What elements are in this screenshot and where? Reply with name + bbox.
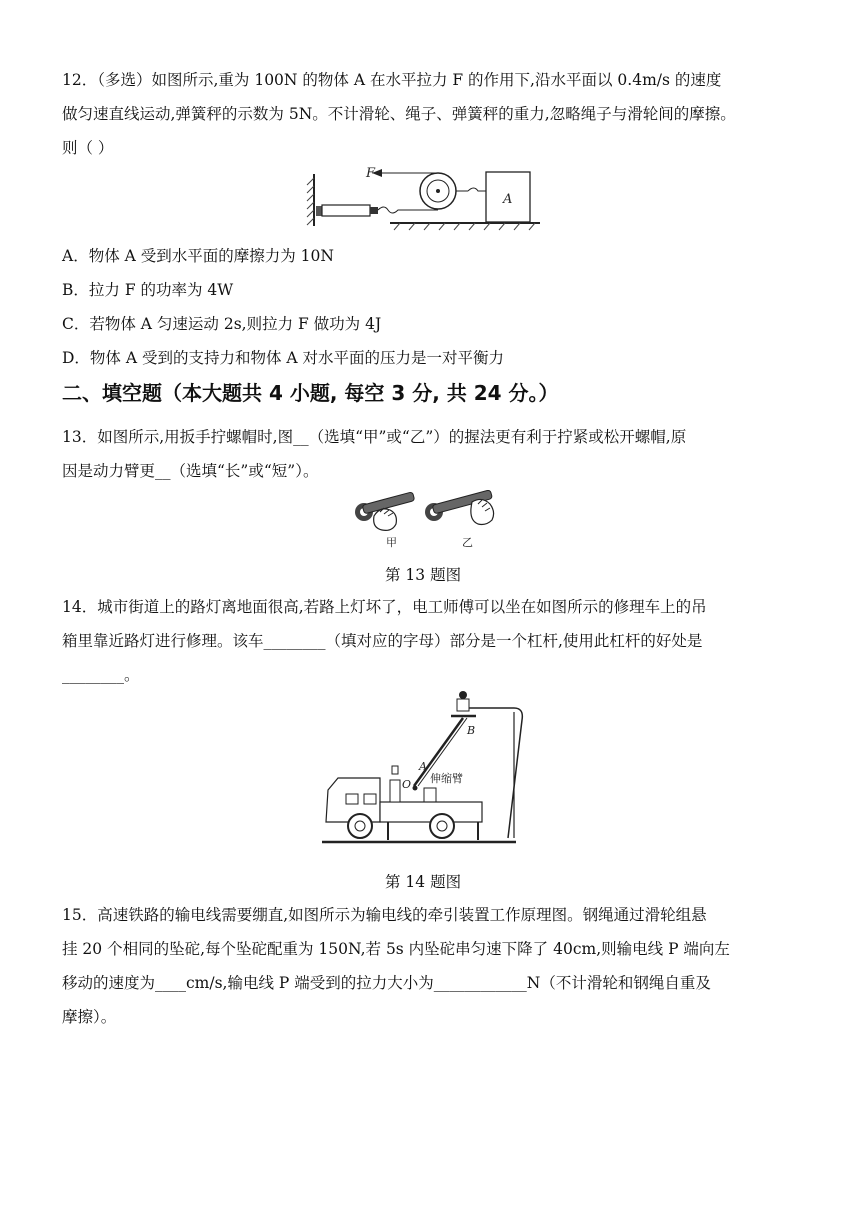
q12-option-d: D．物体 A 受到的支持力和物体 A 对水平面的压力是一对平衡力	[62, 349, 505, 367]
q12-pulley-figure	[300, 160, 550, 235]
q14-label-arm: 伸缩臂	[430, 772, 463, 785]
q14-line-1: 14．城市街道上的路灯离地面很高,若路上灯坏了，电工师傅可以坐在如图所示的修理车上的吊	[62, 598, 707, 616]
q12-line-3: 则（ ）	[62, 139, 114, 157]
q14-line-3: ________。	[62, 666, 140, 684]
q12-option-c: C．若物体 A 匀速运动 2s,则拉力 F 做功为 4J	[62, 315, 382, 333]
q13-caption: 第 13 题图	[385, 566, 462, 584]
q12-option-b: B．拉力 F 的功率为 4W	[62, 281, 234, 299]
q13-label-jia: 甲	[386, 536, 397, 549]
q14-line-2: 箱里靠近路灯进行修理。该车________（填对应的字母）部分是一个杠杆,使用此杠杆的好处是	[62, 632, 703, 650]
q15-line-1: 15．高速铁路的输电线需要绷直,如图所示为输电线的牵引装置工作原理图。钢绳通过滑轮组悬	[62, 906, 707, 924]
q12-force-label: F	[366, 166, 376, 181]
q12-line-2: 做匀速直线运动,弹簧秤的示数为 5N。不计滑轮、绳子、弹簧秤的重力,忽略绳子与滑轮间的摩擦。	[62, 105, 736, 123]
q14-truck-figure	[318, 690, 538, 858]
q13-label-yi: 乙	[462, 536, 473, 549]
q13-wrench-figure	[350, 490, 510, 552]
section-heading: 二、填空题（本大题共 4 小题, 每空 3 分, 共 24 分。）	[62, 381, 559, 405]
q13-line-1: 13．如图所示,用扳手拧螺帽时,图__（选填“甲”或“乙”）的握法更有利于拧紧或松开螺帽,原	[62, 428, 687, 446]
q13-line-2: 因是动力臂更__（选填“长”或“短”）。	[62, 462, 319, 480]
q12-block-label: A	[503, 192, 513, 207]
q15-line-3: 移动的速度为____cm/s,输电线 P 端受到的拉力大小为____________N（不计滑轮和钢绳自重及	[62, 974, 711, 992]
q14-label-b: B	[467, 724, 476, 737]
q14-label-o: O	[402, 778, 412, 791]
q15-line-4: 摩擦）。	[62, 1008, 117, 1026]
q14-label-a: A	[419, 760, 427, 773]
q14-caption: 第 14 题图	[385, 873, 462, 891]
q12-option-a: A．物体 A 受到水平面的摩擦力为 10N	[62, 247, 334, 265]
q12-line-1: 12．（多选）如图所示,重为 100N 的物体 A 在水平拉力 F 的作用下,沿水平面以 0.4m/s 的速度	[62, 71, 722, 89]
q15-line-2: 挂 20 个相同的坠砣,每个坠砣配重为 150N,若 5s 内坠砣串匀速下降了 40cm,则输电线 P 端向左	[62, 940, 730, 958]
